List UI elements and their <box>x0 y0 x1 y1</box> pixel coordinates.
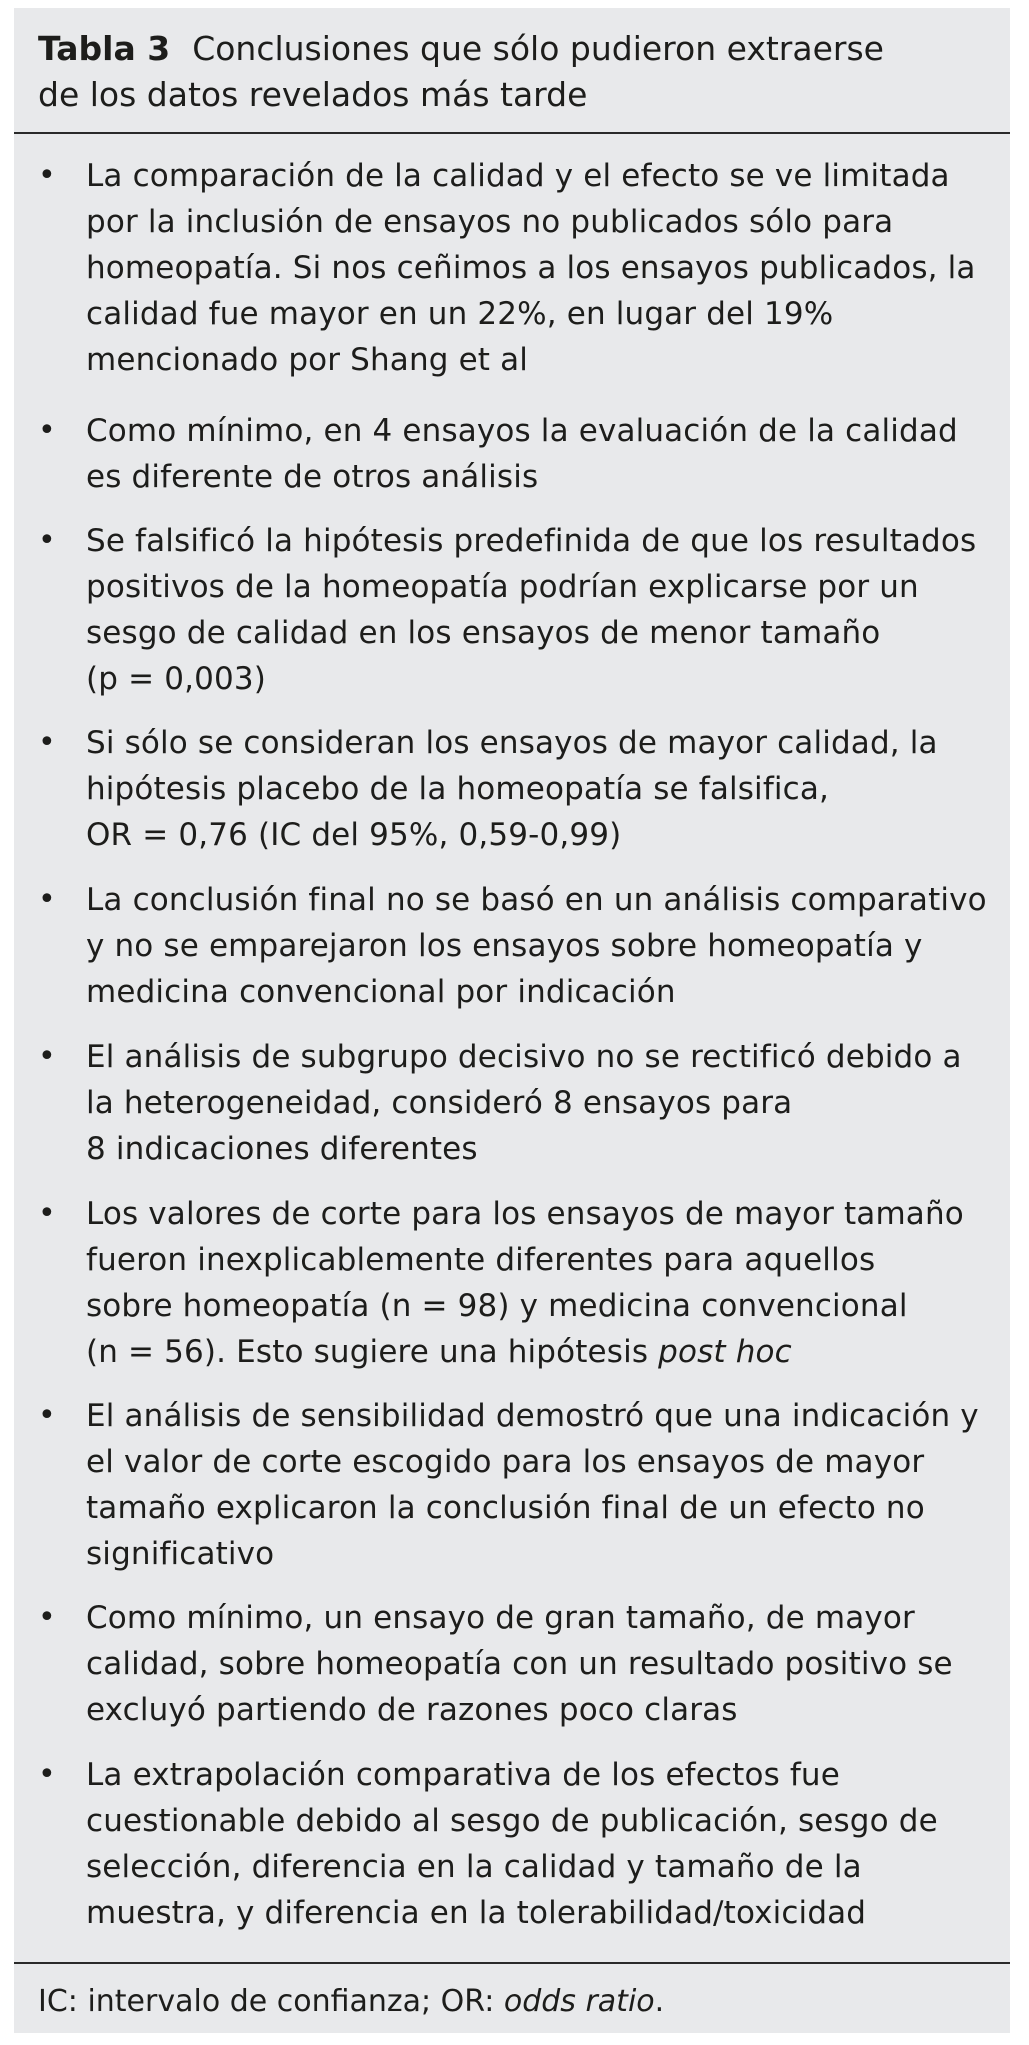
text-line: sobre homeopatía (n = 98) y medicina convencional <box>86 1288 908 1324</box>
text-line: La comparación de la calidad y el efecto se ve limitada <box>86 158 950 194</box>
bullet-icon: • <box>38 1039 56 1074</box>
text-line <box>86 1329 1006 1375</box>
bottom-rule <box>14 1962 1010 1964</box>
table-3 <box>14 8 1010 2033</box>
text-line: Los valores de corte para los ensayos de mayor tamaño <box>86 1196 964 1232</box>
bullet-icon: • <box>38 1196 56 1231</box>
text-line: fueron inexplicablemente diferentes para aquellos <box>86 1242 876 1278</box>
footnote-suffix: . <box>654 1984 665 2019</box>
footnote-italic-term: odds ratio <box>503 1984 655 2019</box>
table-footnote <box>38 1982 664 2022</box>
list-item-text <box>86 1752 1006 1936</box>
text-line: cuestionable debido al sesgo de publicación, sesgo de <box>86 1803 938 1839</box>
text-line: La extrapolación comparativa de los efectos fue <box>86 1757 840 1793</box>
list-item-text <box>86 720 1006 858</box>
text-line: homeopatía. Si nos ceñimos a los ensayos publicados, la <box>86 250 976 286</box>
text-line: y no se emparejaron los ensayos sobre homeopatía y <box>86 928 923 964</box>
text-line: mencionado por Shang et al <box>86 342 529 378</box>
text-line: significativo <box>86 1536 275 1572</box>
list-item-text <box>86 408 1006 500</box>
list-item-text <box>86 153 1006 383</box>
text-line: Se falsificó la hipótesis predefinida de que los resultados <box>86 523 977 559</box>
bullet-icon: • <box>38 1600 56 1635</box>
table-title-line-2: de los datos revelados más tarde <box>38 75 588 114</box>
text-line: (p = 0,003) <box>86 661 266 697</box>
bullet-icon: • <box>38 725 56 760</box>
text-line: hipótesis placebo de la homeopatía se falsifica, <box>86 771 829 807</box>
bullet-icon: • <box>38 882 56 917</box>
bullet-icon: • <box>38 413 56 448</box>
text-line: es diferente de otros análisis <box>86 459 539 495</box>
table-title-line-1: Conclusiones que sólo pudieron extraerse <box>192 29 884 68</box>
list-item-text <box>86 877 1006 1015</box>
text-line: por la inclusión de ensayos no publicados sólo para <box>86 204 894 240</box>
bullet-icon: • <box>38 1398 56 1433</box>
conclusions-list <box>14 8 1010 1958</box>
footnote-prefix: IC: intervalo de confianza; OR: <box>38 1984 504 2019</box>
text-line: el valor de corte escogido para los ensayos de mayor <box>86 1444 925 1480</box>
text-line: 8 indicaciones diferentes <box>86 1131 478 1167</box>
list-item-text <box>86 1595 1006 1733</box>
text-line: OR = 0,76 (IC del 95%, 0,59-0,99) <box>86 817 622 853</box>
list-item-text <box>86 1191 1006 1375</box>
list-item-text <box>86 1393 1006 1577</box>
bullet-icon: • <box>38 158 56 193</box>
text-line: muestra, y diferencia en la tolerabilidad/toxicidad <box>86 1895 867 1931</box>
text-line: excluyó partiendo de razones poco claras <box>86 1692 738 1728</box>
text-line: Como mínimo, en 4 ensayos la evaluación de la calidad <box>86 413 958 449</box>
table-label: Tabla 3 <box>38 29 171 68</box>
text-line: calidad fue mayor en un 22%, en lugar del 19% <box>86 296 834 332</box>
text-line: calidad, sobre homeopatía con un resultado positivo se <box>86 1646 953 1682</box>
text-line: Como mínimo, un ensayo de gran tamaño, de mayor <box>86 1600 915 1636</box>
text-line: La conclusión final no se basó en un análisis comparativo <box>86 882 987 918</box>
text-line: medicina convencional por indicación <box>86 974 676 1010</box>
bullet-icon: • <box>38 523 56 558</box>
text-line-prefix: (n = 56). Esto sugiere una hipótesis <box>86 1334 659 1370</box>
list-item-text <box>86 1034 1006 1172</box>
text-line: selección, diferencia en la calidad y tamaño de la <box>86 1849 862 1885</box>
text-line: tamaño explicaron la conclusión final de un efecto no <box>86 1490 925 1526</box>
list-item-text <box>86 518 1006 702</box>
text-line: Si sólo se consideran los ensayos de mayor calidad, la <box>86 725 938 761</box>
text-line: positivos de la homeopatía podrían explicarse por un <box>86 569 919 605</box>
text-line: El análisis de subgrupo decisivo no se rectificó debido a <box>86 1039 962 1075</box>
text-line: sesgo de calidad en los ensayos de menor tamaño <box>86 615 881 651</box>
text-line: El análisis de sensibilidad demostró que una indicación y <box>86 1398 979 1434</box>
italic-term: post hoc <box>658 1334 792 1370</box>
text-line: la heterogeneidad, consideró 8 ensayos para <box>86 1085 793 1121</box>
bullet-icon: • <box>38 1757 56 1792</box>
